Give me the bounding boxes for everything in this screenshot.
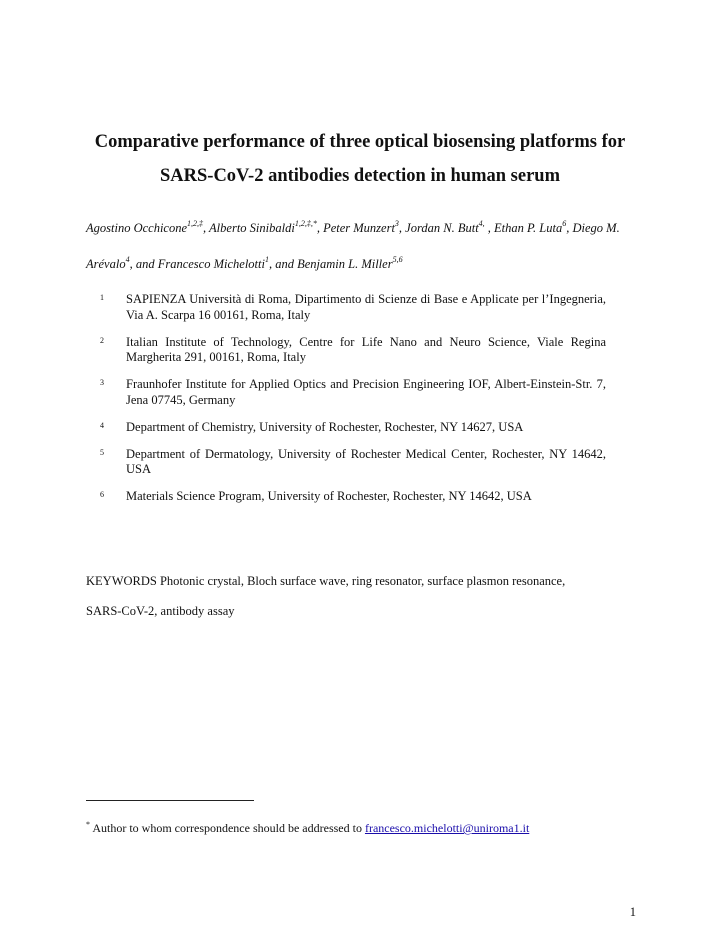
page-number: 1 <box>629 905 636 919</box>
affiliation-text: SAPIENZA Università di Roma, Dipartimento di Scienze di Base e Applicate per l’Ingegneria, Via A. Scarpa 16 00161, Roma, Italy <box>126 292 606 322</box>
footnote-text: Author to whom correspondence should be addressed to <box>90 821 365 835</box>
affiliation-number: 6 <box>100 490 104 499</box>
affiliation-item <box>96 292 606 323</box>
keywords-line-2: SARS-CoV-2, antibody assay <box>86 604 235 618</box>
keywords-line-1: KEYWORDS Photonic crystal, Bloch surface wave, ring resonator, surface plasmon resonance, <box>86 574 566 588</box>
affiliation-number: 1 <box>100 293 104 302</box>
author: Alberto Sinibaldi$^{1,2,\ddagger,*}$, <box>209 218 324 235</box>
affiliation-text: Materials Science Program, University of Rochester, Rochester, NY 14642, USA <box>126 489 532 503</box>
author: Diego M. Arévalo$^4$, and <box>86 221 620 271</box>
keywords <box>86 566 646 626</box>
paper-title <box>60 125 660 193</box>
affiliation-number: 2 <box>100 335 104 345</box>
author: Benjamin L. Miller$^{5,6}$ <box>297 254 403 271</box>
footnote <box>86 820 646 836</box>
affiliation-number: 5 <box>100 447 104 457</box>
affiliation-item <box>96 447 606 478</box>
footnote-divider <box>86 800 254 801</box>
affiliation-text: Department of Chemistry, University of Rochester, Rochester, NY 14627, USA <box>126 419 524 434</box>
author: Peter Munzert$^3$, <box>323 218 406 235</box>
affiliation-list <box>96 292 606 516</box>
title-line-1: Comparative performance of three optical biosensing platforms for <box>94 132 626 152</box>
affiliation-text: Department of Dermatology, University of Rochester Medical Center, Rochester, NY 14642, USA <box>126 446 606 476</box>
author: Ethan P. Luta$^6$, <box>494 218 573 235</box>
affiliation-item <box>96 420 606 436</box>
affiliation-text: Fraunhofer Institute for Applied Optics and Precision Engineering IOF, Albert-Einstein-Str. 7, Jena 07745, Germany <box>126 377 606 407</box>
footnote-marker: * <box>86 820 90 829</box>
author: Francesco Michelotti$^1$, and <box>157 254 298 271</box>
author: Agostino Occhicone$^{1,2,\ddagger}$, <box>86 218 210 235</box>
affiliation-item <box>96 489 606 505</box>
affiliation-number: 3 <box>100 378 104 387</box>
email-link[interactable]: francesco.michelotti@uniroma1.it <box>364 821 530 835</box>
affiliation-text: Italian Institute of Technology, Centre for Life Nano and Neuro Science, Viale Regina Margherita 291, 00161, Roma, Italy <box>126 334 606 364</box>
author-list <box>86 210 646 282</box>
affiliation-item <box>96 377 606 408</box>
author: Jordan N. Butt$^{4,}$ , <box>405 218 495 235</box>
affiliation-item <box>96 335 606 366</box>
title-line-2: SARS-CoV-2 antibodies detection in human serum <box>159 166 560 186</box>
affiliation-number: 4 <box>100 420 104 430</box>
